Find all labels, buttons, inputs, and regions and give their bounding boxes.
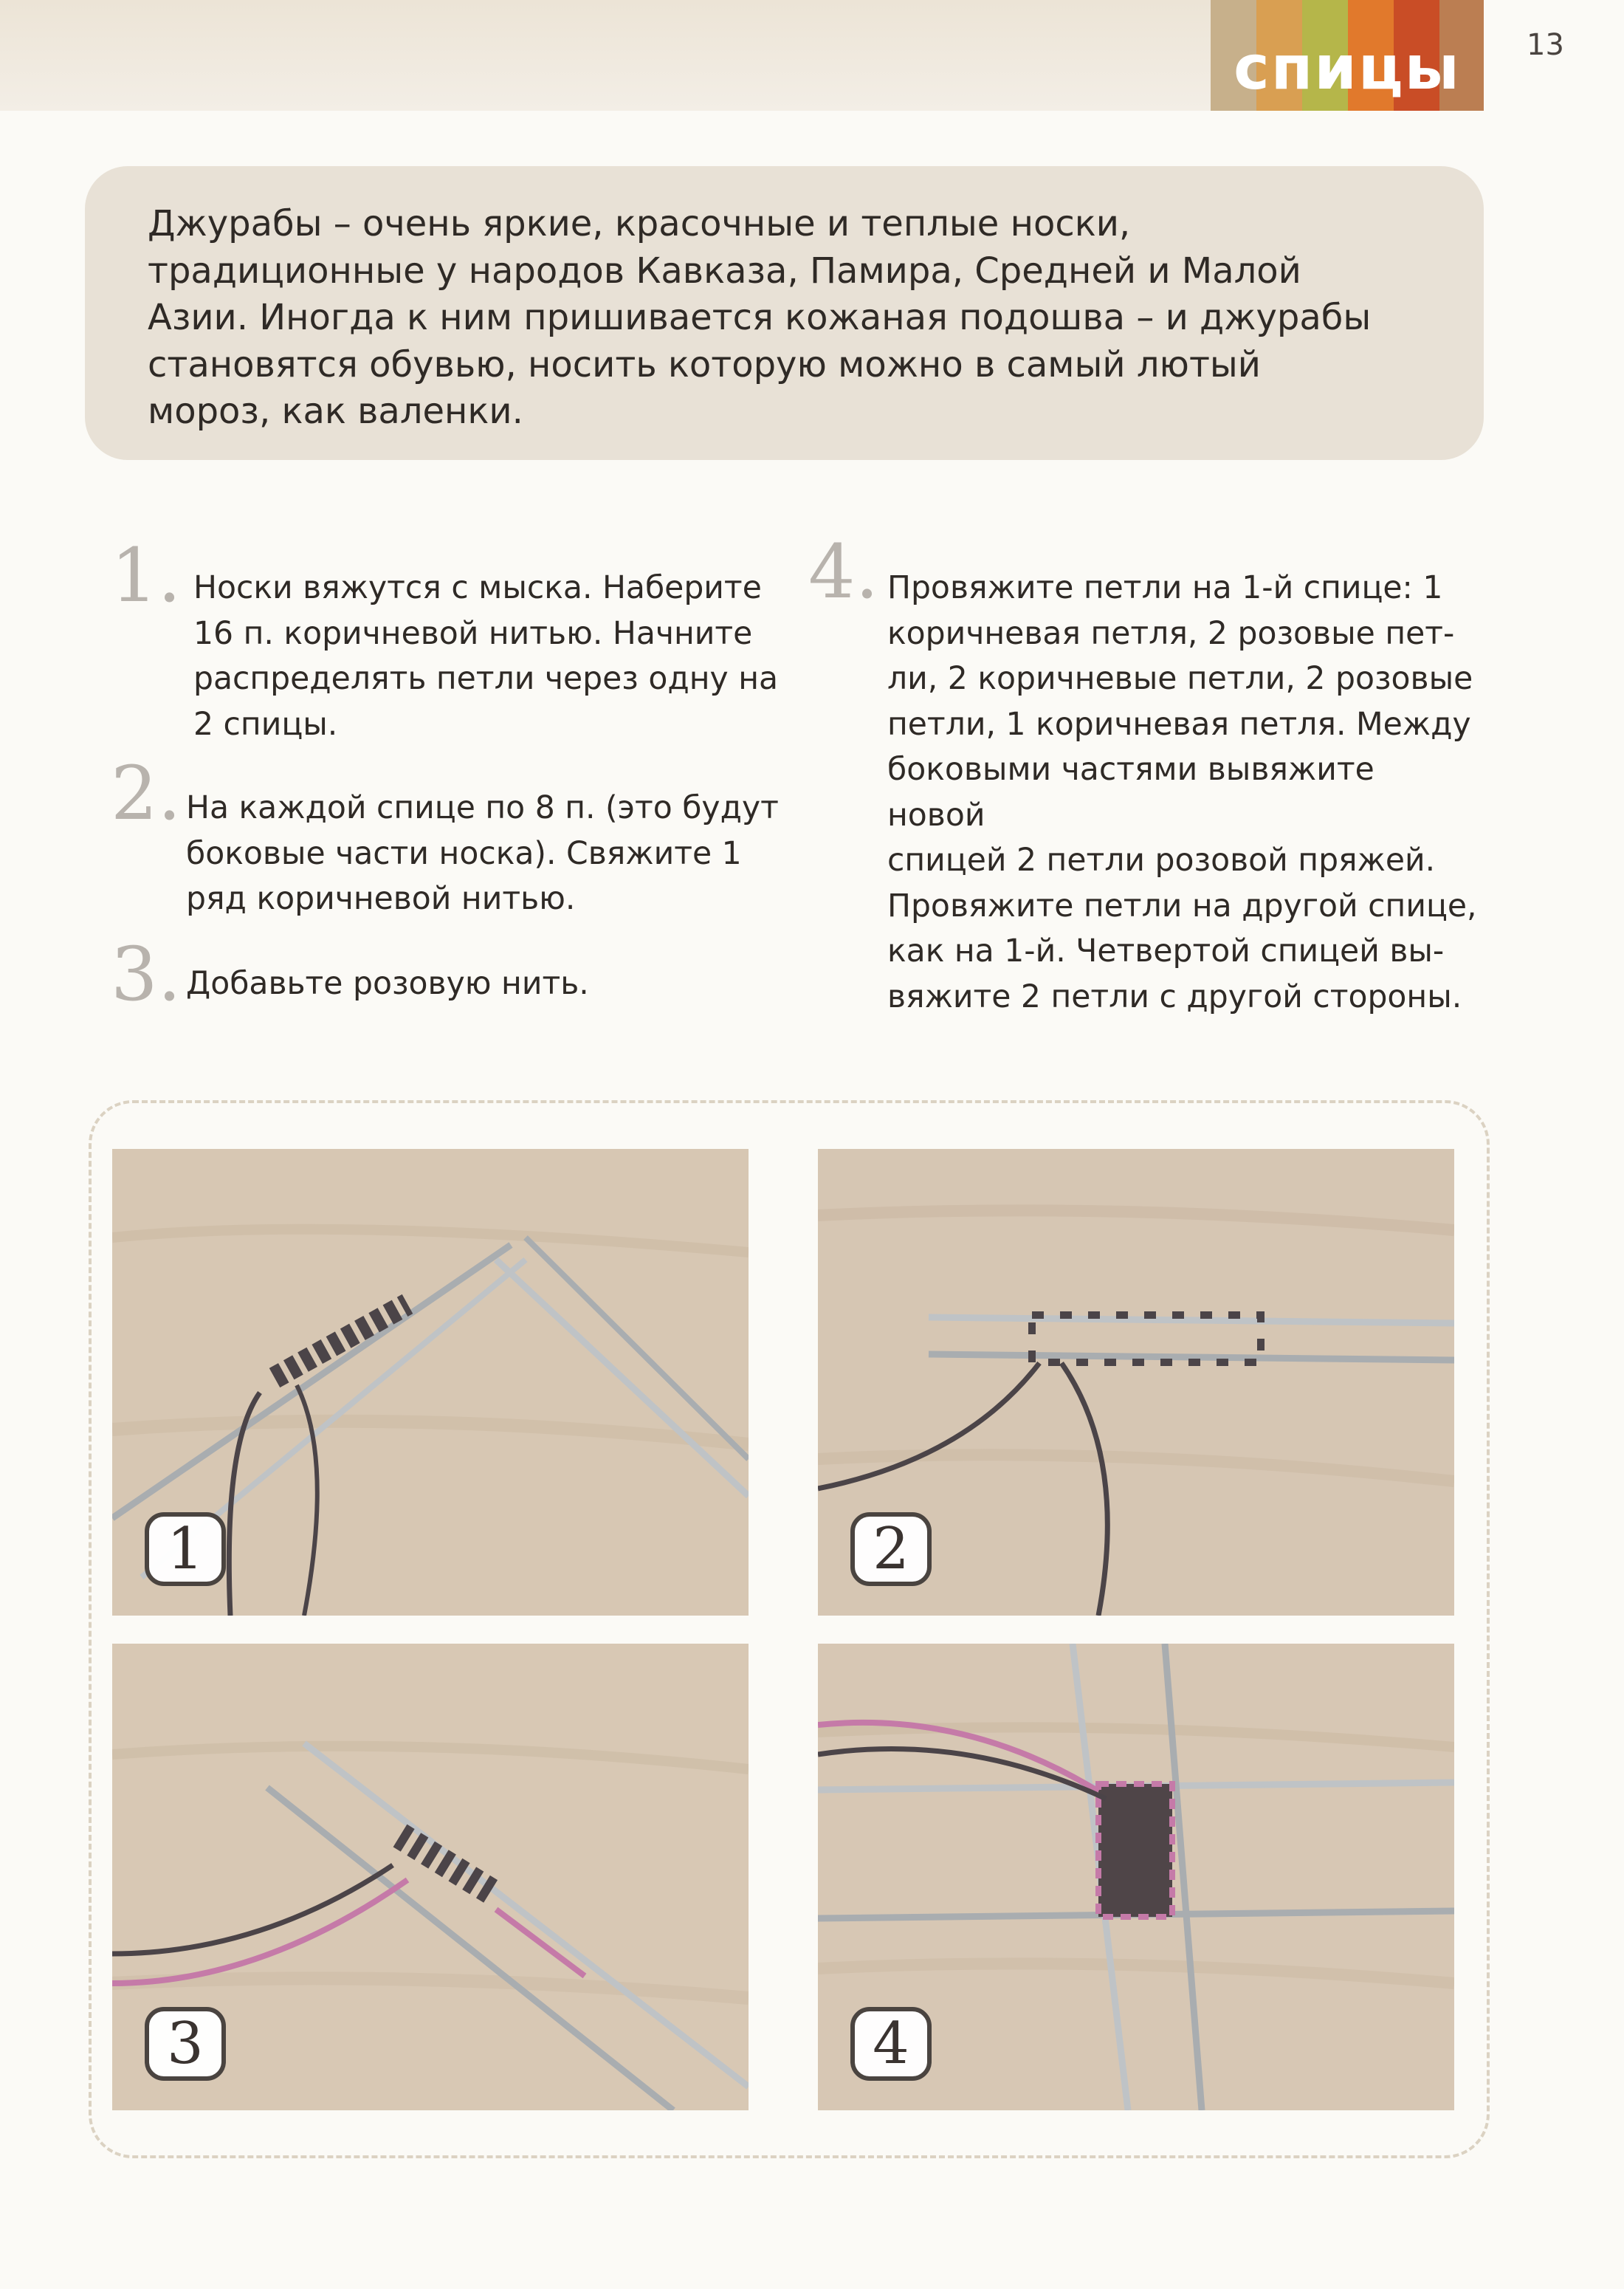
section-tab (1211, 0, 1484, 111)
step-text: Добавьте розовую нить. (186, 966, 589, 1002)
step-number: 4. (808, 529, 879, 615)
step-number: 3. (111, 931, 182, 1017)
step-number: 1. (111, 532, 182, 619)
section-title: спицы (1234, 33, 1461, 103)
photo-step-4 (818, 1644, 1454, 2110)
photo-badge: 2 (850, 1512, 932, 1586)
photo-badge: 1 (145, 1512, 226, 1586)
photo-badge: 3 (145, 2007, 226, 2081)
step-text: Носки вяжутся с мыска. Наберите 16 п. коричневой нитью. Начните распределять петли через одну на 2 спицы. (193, 570, 779, 743)
step-number: 2. (111, 750, 182, 837)
header-strip (0, 0, 1211, 111)
photo-step-3 (112, 1644, 749, 2110)
photo-badge: 4 (850, 2007, 932, 2081)
step-text: Провяжите петли на 1-й спице: 1 коричневая петля, 2 розовые пет- ли, 2 коричневые петли, 2 розовые петли, 1 коричневая петля. Между боковыми частями вывяжите новой спицей 2 петли розовой пряжей. Провяжите петли на другой спице, как на 1-й. Четвертой спицей вы- вяжите 2 петли с другой стороны. (887, 570, 1477, 1015)
intro-text: Джурабы – очень яркие, красочные и теплые носки, традиционные у народов Кавказа, Памира, Средней и Малой Азии. Иногда к ним пришивается кожаная подошва – и джурабы становятся обувью, носить которую можно в самый лютый мороз, как валенки. (148, 203, 1372, 432)
page-number: 13 (1527, 28, 1564, 62)
step-text: На каждой спице по 8 п. (это будут боковые части носка). Свяжите 1 ряд коричневой нитью. (186, 790, 779, 917)
photo-step-2 (818, 1149, 1454, 1616)
photo-step-1 (112, 1149, 749, 1616)
